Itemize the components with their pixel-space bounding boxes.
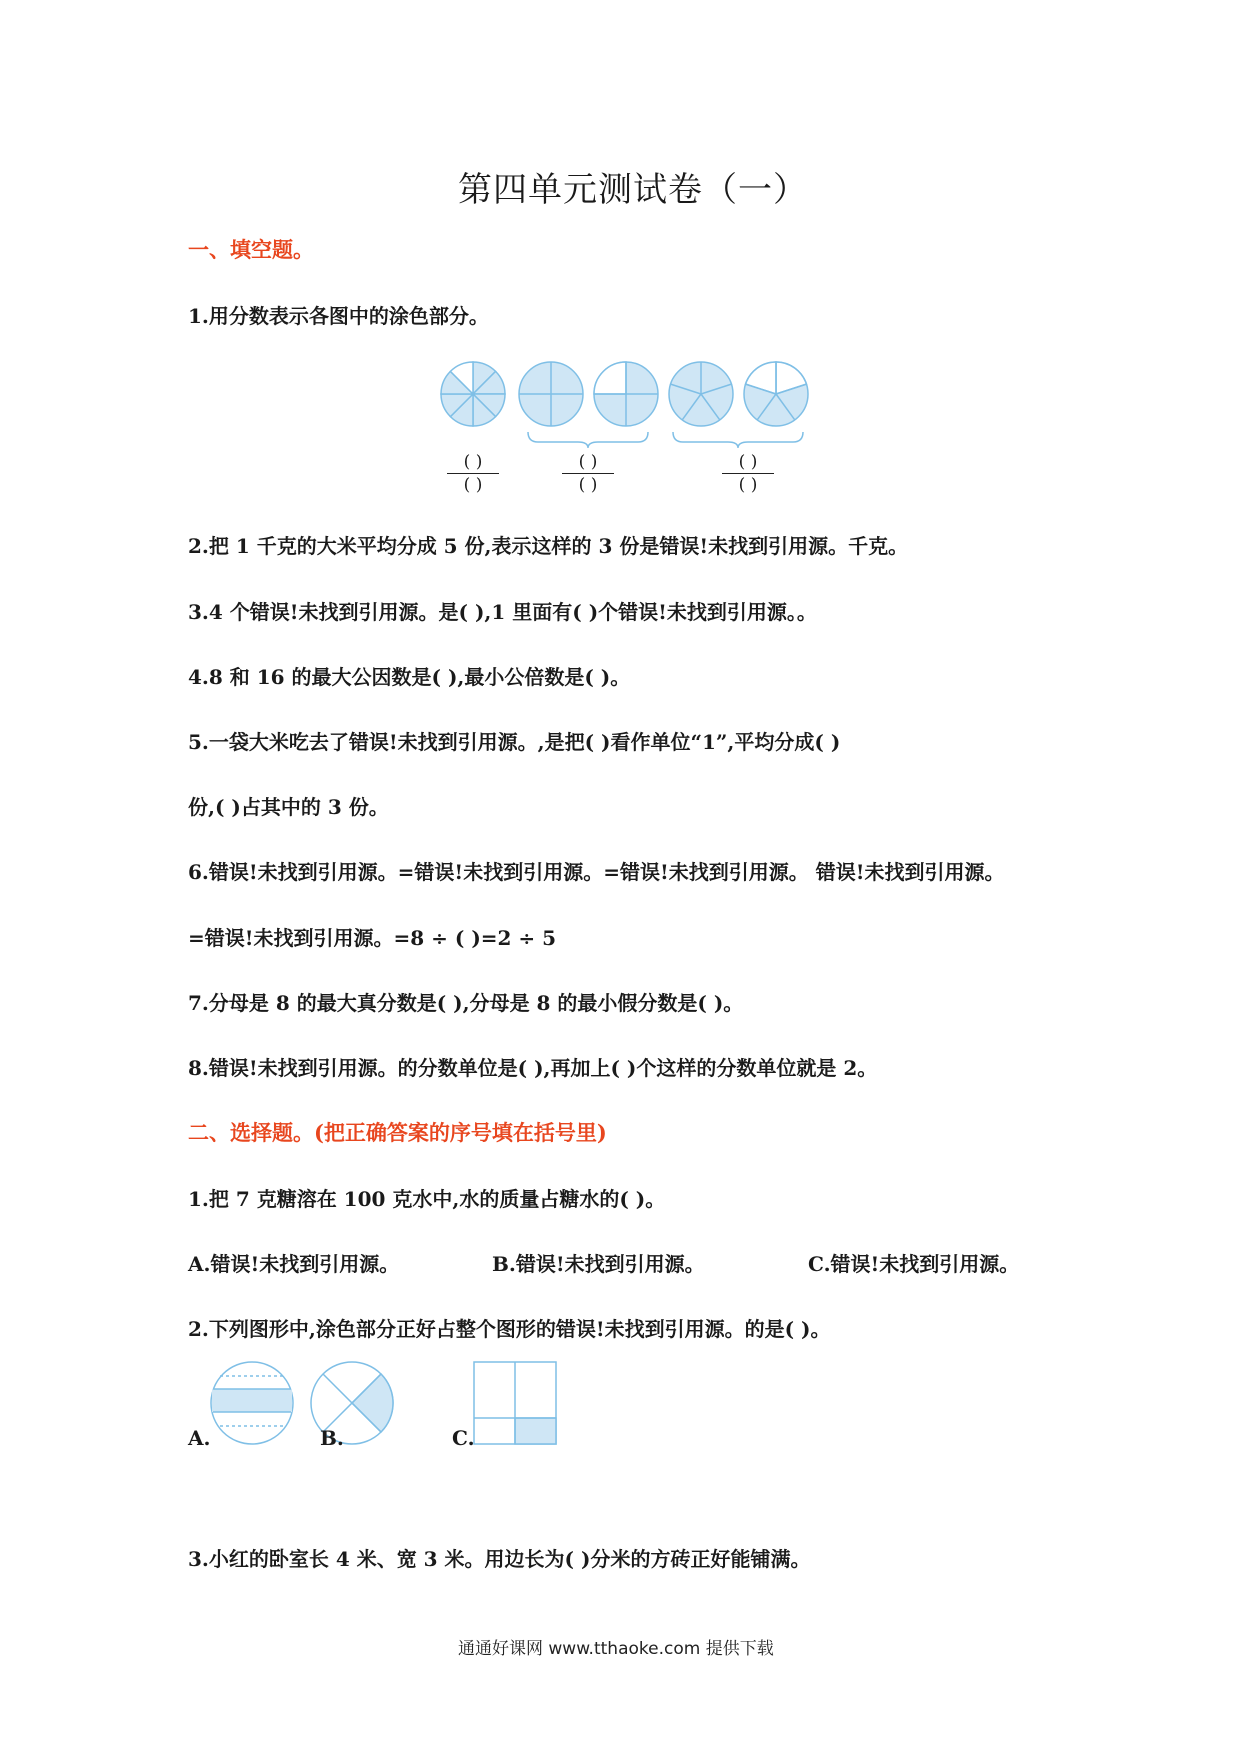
option-c[interactable]: C.错误!未找到引用源。 bbox=[808, 1252, 1020, 1276]
question-1-7: 7.分母是 8 的最大真分数是( ),分母是 8 的最小假分数是( )。 bbox=[188, 991, 744, 1015]
question-1-6-line1: 6.错误!未找到引用源。=错误!未找到引用源。=错误!未找到引用源。 错误!未找到引用源。 bbox=[188, 860, 1005, 884]
question-2-2: 2.下列图形中,涂色部分正好占整个图形的错误!未找到引用源。的是( )。 bbox=[188, 1317, 831, 1341]
figure-label-b[interactable]: B. bbox=[320, 1426, 344, 1450]
brace-right bbox=[673, 432, 803, 448]
option-a[interactable]: A.错误!未找到引用源。 bbox=[188, 1252, 400, 1276]
question-1-1: 1.用分数表示各图中的涂色部分。 bbox=[188, 304, 489, 328]
section-heading-multiple-choice: 二、选择题。(把正确答案的序号填在括号里) bbox=[188, 1120, 607, 1145]
question-1-2: 2.把 1 千克的大米平均分成 5 份,表示这样的 3 份是错误!未找到引用源。千克。 bbox=[188, 534, 909, 558]
question-1-3: 3.4 个错误!未找到引用源。是( ),1 里面有( )个错误!未找到引用源。。 bbox=[188, 600, 817, 624]
figure-c-square bbox=[474, 1362, 556, 1444]
fraction-blank-1[interactable]: ( ) ( ) bbox=[443, 452, 503, 495]
figure-a-circle-bands bbox=[211, 1362, 293, 1444]
brace-left bbox=[528, 432, 648, 448]
question-2-1: 1.把 7 克糖溶在 100 克水中,水的质量占糖水的( )。 bbox=[188, 1187, 666, 1211]
page-title: 第四单元测试卷（一） bbox=[458, 170, 808, 210]
question-1-6-line2: =错误!未找到引用源。=8 ÷ ( )=2 ÷ 5 bbox=[188, 926, 557, 950]
section-heading-fill-blanks: 一、填空题。 bbox=[188, 237, 314, 262]
circle-fifths-full-figure bbox=[669, 362, 733, 426]
circle-quarters-full-figure bbox=[519, 362, 583, 426]
fraction-blank-2[interactable]: ( ) ( ) bbox=[558, 452, 618, 495]
question-1-4: 4.8 和 16 的最大公因数是( ),最小公倍数是( )。 bbox=[188, 665, 631, 689]
question-2-3: 3.小红的卧室长 4 米、宽 3 米。用边长为( )分米的方砖正好能铺满。 bbox=[188, 1547, 811, 1571]
option-b[interactable]: B.错误!未找到引用源。 bbox=[492, 1252, 705, 1276]
question-1-8: 8.错误!未找到引用源。的分数单位是( ),再加上( )个这样的分数单位就是 2。 bbox=[188, 1056, 878, 1080]
circle-fifths-partial-figure bbox=[744, 362, 808, 426]
page-footer: 通通好课网 www.tthaoke.com 提供下载 bbox=[458, 1639, 774, 1659]
circle-eighths-figure bbox=[441, 362, 505, 426]
question-1-5-line2: 份,( )占其中的 3 份。 bbox=[188, 795, 389, 819]
choice-figures bbox=[206, 1356, 566, 1452]
fraction-blank-3[interactable]: ( ) ( ) bbox=[718, 452, 778, 495]
question-1-5-line1: 5.一袋大米吃去了错误!未找到引用源。,是把( )看作单位“1”,平均分成( ) bbox=[188, 730, 841, 754]
circle-quarters-partial-figure bbox=[594, 362, 658, 426]
figure-label-a[interactable]: A. bbox=[188, 1426, 211, 1450]
figure-label-c[interactable]: C. bbox=[452, 1426, 475, 1450]
